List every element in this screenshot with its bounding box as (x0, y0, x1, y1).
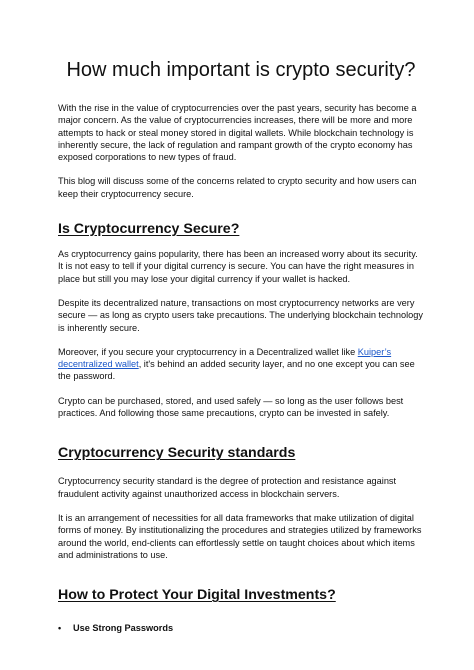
intro-paragraph-2: This blog will discuss some of the concerns related to crypto security and how users can keep their cryptocurrency secure. (58, 176, 417, 199)
section1-closing: Crypto can be purchased, stored, and used safely — so long as the user follows best practices. And following those same precautions, crypto can be invested in safely. (58, 395, 404, 419)
heading-is-crypto-secure: Is Cryptocurrency Secure? (58, 221, 240, 238)
intro-paragraph-1: With the rise in the value of cryptocurrencies over the past years, security has become a major concern. As the value of cryptocurrencies increases, there will be more and more attempts to hack or steal money stored in digital wallets. While blockchain technology is inherently secure, the lack of regulation and rampant growth of the crypto economy has exposed corporations to new types of fraud. (58, 103, 417, 163)
list-item-label: Use Strong Passwords (73, 623, 174, 634)
link-paragraph-before: Moreover, if you secure your cryptocurrency in a Decentralized wallet like (58, 346, 358, 357)
section1-link-paragraph (58, 346, 424, 383)
section2-paragraph-2: It is an arrangement of necessities for all data frameworks that make utilization of digital forms of money. By institutionalizing the procedures and strategies utilized by frameworks around the world, end-clients can effortlessly settle on taught choices about which items and administrations to use. (58, 512, 422, 560)
section2-paragraph-1: Cryptocurrency security standard is the degree of protection and resistance against fraudulent activity against unauthorized access in blockchain servers. (58, 476, 397, 499)
list-item (58, 622, 424, 634)
protect-list (58, 622, 424, 634)
link-paragraph-after: , it's behind an added security layer, and no one except you can see the password. (58, 359, 415, 382)
section1-paragraph-1: As cryptocurrency gains popularity, there has been an increased worry about its security. It is not easy to tell if your digital currency is secure. You can have the right measures in place but still you may lose your digital currency if your wallet is hacked. (58, 249, 418, 284)
section1-paragraph-2: Despite its decentralized nature, transactions on most cryptocurrency networks are very secure — as long as crypto users take precautions. The underlying blockchain technology is inherently secure. (58, 297, 423, 333)
kuiper-wallet-link[interactable]: Kuiper’s decentralized wallet (58, 346, 392, 370)
heading-protect-investments: How to Protect Your Digital Investments? (58, 587, 336, 604)
heading-security-standards: Cryptocurrency Security standards (58, 445, 296, 462)
page-title: How much important is crypto security? (66, 59, 416, 81)
bullet-icon: • (58, 623, 62, 634)
